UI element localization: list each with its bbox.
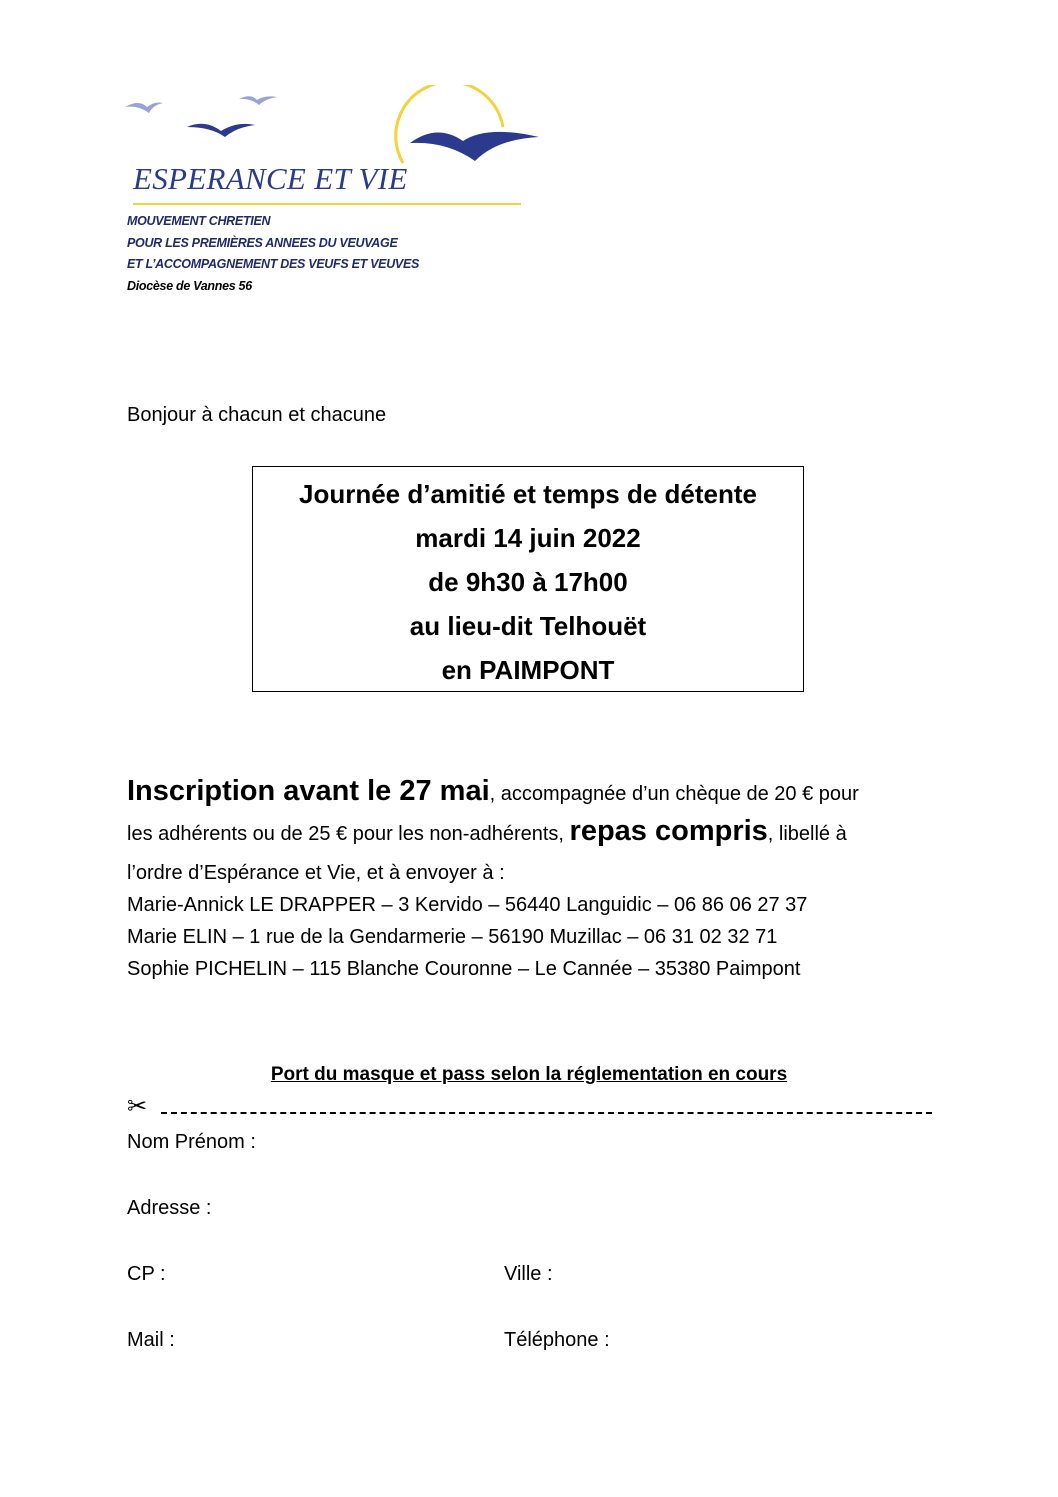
org-line-1: MOUVEMENT CHRETIEN: [127, 214, 271, 228]
event-box: [252, 466, 804, 692]
scissors-icon: ✂: [127, 1093, 148, 1120]
form-postcode-label: CP :: [127, 1263, 166, 1285]
logo-title: ESPERANCE ET VIE: [133, 161, 408, 196]
form-phone-label: Téléphone :: [504, 1329, 610, 1351]
registration-paragraph: [127, 775, 937, 985]
form-city-label: Ville :: [504, 1263, 553, 1285]
form-mail-label: Mail :: [127, 1329, 175, 1351]
registration-text-2: les adhérents ou de 25 € pour les non-adhérents,: [127, 823, 570, 845]
event-date: mardi 14 juin 2022: [415, 523, 641, 553]
contact-line-2: Marie ELIN – 1 rue de la Gendarmerie – 56190 Muzillac – 06 31 02 32 71: [127, 926, 778, 948]
registration-text-1: , accompagnée d’un chèque de 20 € pour: [489, 783, 859, 805]
registration-line-2: [127, 815, 937, 857]
registration-meal: repas compris: [569, 815, 768, 847]
mask-pass-notice: Port du masque et pass selon la réglementation en cours: [270, 1064, 788, 1085]
org-line-3: ET L’ACCOMPAGNEMENT DES VEUFS ET VEUVES: [127, 257, 420, 271]
event-title: Journée d’amitié et temps de détente: [298, 479, 757, 509]
event-town: en PAIMPONT: [441, 655, 615, 685]
contact-line-1: Marie-Annick LE DRAPPER – 3 Kervido – 56440 Languidic – 06 86 06 27 37: [127, 894, 808, 916]
registration-text-3: , libellé à: [767, 823, 847, 845]
event-hours: de 9h30 à 17h00: [428, 567, 628, 597]
form-name-label: Nom Prénom :: [127, 1131, 256, 1153]
dashed-divider: [161, 1112, 932, 1114]
greeting: Bonjour à chacun et chacune: [127, 404, 387, 426]
logo: [125, 85, 545, 210]
org-line-2: POUR LES PREMIÈRES ANNEES DU VEUVAGE: [127, 235, 398, 250]
registration-line-1: [127, 775, 937, 815]
form-address-label: Adresse :: [127, 1197, 212, 1219]
org-diocese: Diocèse de Vannes 56: [127, 278, 252, 293]
registration-text-4: l’ordre d’Espérance et Vie, et à envoyer à :: [127, 862, 505, 884]
registration-deadline: Inscription avant le 27 mai: [127, 775, 490, 807]
cut-line: [127, 1093, 932, 1122]
event-place: au lieu-dit Telhouët: [409, 611, 647, 641]
organization-header: [127, 211, 419, 297]
contact-line-3: Sophie PICHELIN – 115 Blanche Couronne – Le Cannée – 35380 Paimpont: [127, 958, 801, 980]
